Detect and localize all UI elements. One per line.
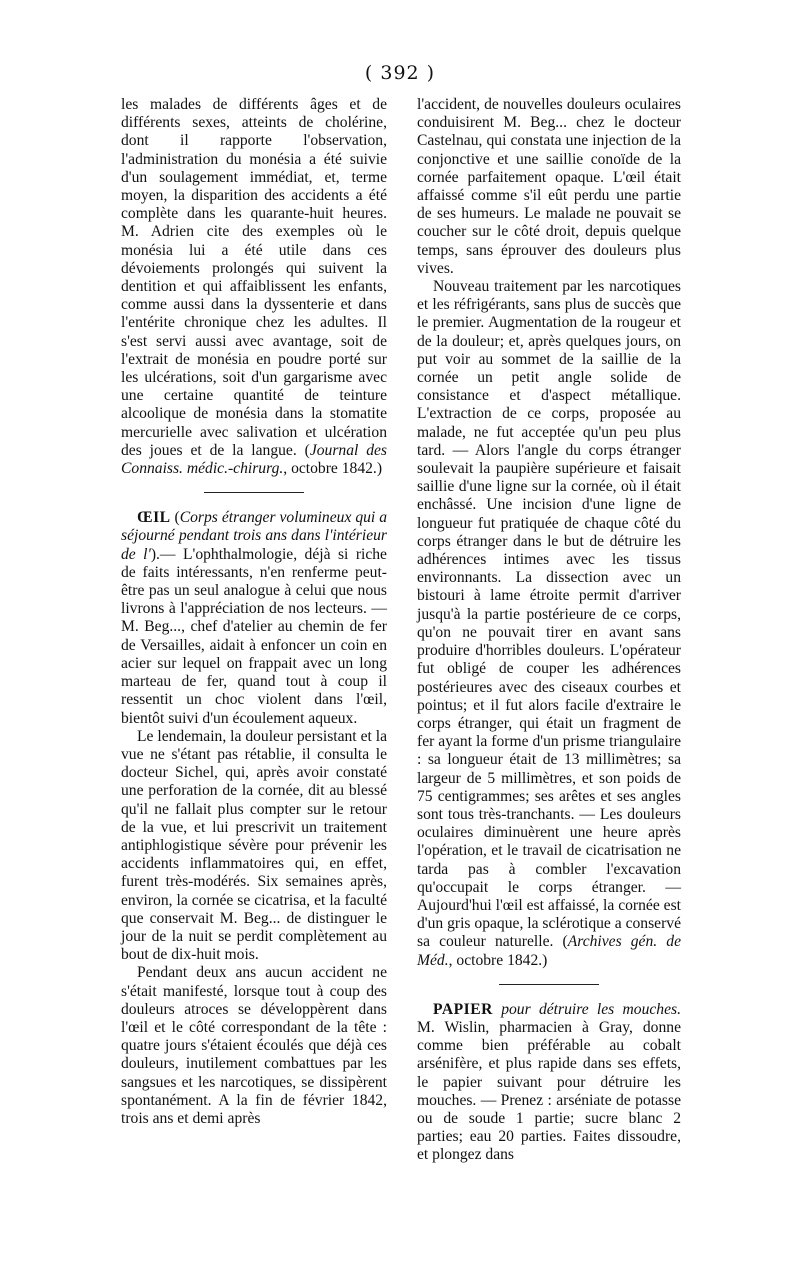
paragraph-text: Nouveau traitement par les narcotiques et les réfrigérants, sans plus de succès que le premier. Augmentation de la rougeur et de la douleur; et, après quelques jours, on put voir au sommet de la saillie de la cornée un petit angle solide de consistance et d'aspect métallique. L'extraction de ce corps, proposée au malade, ne fut acceptée qu'un peu plus tard. — Alors l'angle du corps étranger soulevait la paupière supérieure et faisait saillie d'une ligne sur la cornée, où il était enchâssé. Une incision d'une ligne de longueur fut pratiquée de chaque côté du corps étranger dans le but de détruire les adhérences intimes avec les tissus environnants. La dissection avec un bistouri à lame étroite permit d'arriver jusqu'à la partie postérieure de ce corps, qu'on ne pouvait tirer en avant sans produire d'horribles douleurs. L'opérateur fut obligé de couper les adhérences postérieures avec des ciseaux courbes et pointus; et il fut alors facile d'extraire le corps étranger, qui était un fragment de fer ayant la forme d'un prisme triangulaire : sa longueur était de 13 millimètres; sa largeur de 5 millimètres, et son poids de 75 centigrammes; ses arêtes et ses angles sont tous très-tranchants. — Les douleurs oculaires diminuèrent une heure après l'opération, et le travail de cicatrisation ne tarda pas à combler l'excavation qu'occupait le corps étranger. — Aujourd'hui l'œil est affaissé, la cornée est d'un gris opaque, la sclérotique a conservé sa couleur naturelle. ( xyxy=(417,278,681,951)
source-date: , octobre 1842.) xyxy=(283,460,383,478)
article-text: L'ophthalmologie, déjà si riche de faits intéressants, n'en renferme peut-être pas un seul analogue à celui que nous livrons à l'appréciation de nos lecteurs. — M. Beg..., chef d'atelier au chemin de fer de Versailles, aidait à enfoncer un coin en acier sur lequel on frappait avec un long marteau de fer, quand tout à coup il ressentit un choc violent dans l'œil, bientôt suivi d'un écoulement aqueux. xyxy=(121,545,387,727)
source-date: , octobre 1842.) xyxy=(448,951,548,969)
article-heading: PAPIER xyxy=(433,1000,493,1018)
source-citation: Journal des Connaiss. médic.-chirurg. xyxy=(121,441,387,478)
paragraph-monesia xyxy=(121,96,387,478)
page-number: ( 392 ) xyxy=(364,62,436,84)
paragraph-lendemain: Le lendemain, la douleur persistant et la vue ne s'étant pas rétablie, il consulta le docteur Sichel, qui, après avoir constaté une perforation de la cornée, dit au blessé qu'il ne fallait plus compter sur le retour de la vue, et lui prescrivit un traitement antiphlogistique sévère pour prévenir les accidents inflammatoires qui, en effet, furent très-modérés. Six semaines après, environ, la cornée se cicatrisa, et la faculté que conservait M. Beg... de distinguer le jour de la nuit se perdit complètement au bout de dix-huit mois. xyxy=(121,727,387,964)
paragraph-traitement xyxy=(417,278,681,970)
article-text: M. Wislin, pharmacien à Gray, donne comme bien préférable au cobalt arsénifère, et plus rapide dans ses effets, le papier suivant pour détruire les mouches. — Prenez : arséniate de potasse ou de soude 1 partie; sucre blanc 2 parties; eau 20 parties. Faites dissoudre, et plongez dans xyxy=(417,1018,681,1164)
right-column xyxy=(417,96,681,1165)
heading-paren-open: ( xyxy=(170,509,180,527)
article-subtitle: pour détruire les mouches. xyxy=(492,1000,681,1018)
article-subtitle: Corps étranger volumineux qui a séjourné pendant trois ans dans l'intérieur de l' xyxy=(121,509,388,563)
paragraph-accident: l'accident, de nouvelles douleurs oculaires conduisirent M. Beg... chez le docteur Castelnau, qui constata une injection de la conjonctive et une saillie conoïde de la cornée parfaitement opaque. L'œil était affaissé comme s'il eût perdu une partie de ses humeurs. Le malade ne pouvait se coucher sur le côté droit, depuis quelque temps, sans éprouver des douleurs plus vives. xyxy=(417,96,681,277)
heading-paren-close: ).— xyxy=(150,545,183,563)
section-divider xyxy=(499,984,599,985)
left-column xyxy=(121,96,387,1128)
section-divider xyxy=(204,492,304,493)
paragraph-text: les malades de différents âges et de différents sexes, atteints de cholérine, dont il rapporte l'observation, l'administration du monésia a été suivie d'un soulagement immédiat, et, terme moyen, la disparition des accidents a été complète dans les quarante-huit heures. M. Adrien cite des exemples où le monésia lui a été utile dans ces dévoiements prolongés qui suivent la dentition et qui affaiblissent les enfants, comme aussi dans la dyssenterie et dans l'entérite chronique chez les adultes. Il s'est servi aussi avec avantage, soit de l'extrait de monésia en poudre porté sur les ulcérations, soit d'un gargarisme avec une certaine quantité de teinture alcoolique de monésia dans la stomatite mercurielle avec salivation et ulcération des joues et de la langue. ( xyxy=(121,96,387,459)
article-heading: ŒIL xyxy=(137,509,171,527)
source-citation: Archives gén. de Méd. xyxy=(417,933,681,969)
article-papier xyxy=(417,1001,681,1165)
article-oeil xyxy=(121,509,387,727)
paragraph-pendant: Pendant deux ans aucun accident ne s'était manifesté, lorsque tout à coup des douleurs atroces se développèrent dans l'œil et le côté correspondant de la tête : quatre jours s'étaient écoulés que déjà ces douleurs, inutilement combattues par les sangsues et les narcotiques, se dissipèrent spontanément. A la fin de février 1842, trois ans et demi après xyxy=(121,964,387,1127)
